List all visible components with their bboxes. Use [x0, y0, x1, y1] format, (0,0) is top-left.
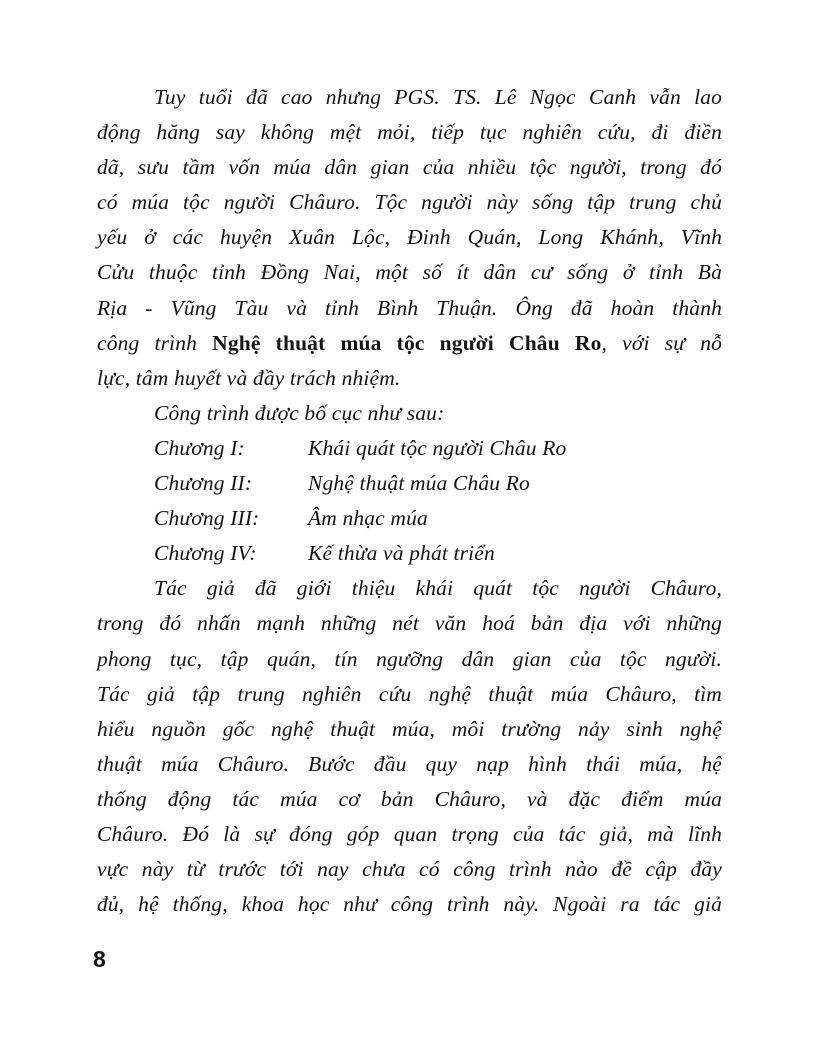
- text-line: Tuy tuổi đã cao nhưng PGS. TS. Lê Ngọc Canh vẫn lao: [154, 85, 722, 109]
- chapter-row: [97, 501, 722, 536]
- text-line: trong đó nhấn mạnh những nét văn hoá bản địa với những: [97, 611, 722, 636]
- page-number: 8: [93, 946, 106, 972]
- text-line: thuật múa Châuro. Bước đầu quy nạp hình thái múa, hệ: [97, 751, 722, 776]
- text-line: có múa tộc người Châuro. Tộc người này sống tập trung chủ: [97, 190, 722, 215]
- text-line: vực này từ trước tới nay chưa có công trình nào đề cập đầy: [97, 857, 722, 882]
- chapter-row: [97, 466, 722, 501]
- text-line: động hăng say không mệt mỏi, tiếp tục nghiên cứu, đi điền: [97, 120, 722, 145]
- text-line: Châuro. Đó là sự đóng góp quan trọng của tác giả, mà lĩnh: [97, 821, 722, 846]
- paragraph-intro: [97, 80, 722, 396]
- text-line: thống động tác múa cơ bản Châuro, và đặc điểm múa: [97, 786, 722, 811]
- text-line: Cửu thuộc tỉnh Đồng Nai, một số ít dân cư sống ở tỉnh Bà: [97, 260, 722, 285]
- text-fragment: công trình: [97, 330, 213, 355]
- chapter-row: [97, 536, 722, 571]
- chapter-label: Chương IV:: [154, 541, 257, 566]
- text-line: Tác giả đã giới thiệu khái quát tộc người Châuro,: [154, 576, 722, 601]
- chapter-title: Kế thừa và phát triển: [308, 541, 495, 566]
- chapter-list: [97, 431, 722, 571]
- chapter-title: Nghệ thuật múa Châu Ro: [308, 471, 530, 496]
- text-line: đủ, hệ thống, khoa học như công trình này. Ngoài ra tác giả: [97, 892, 722, 917]
- text-line: Tác giả tập trung nghiên cứu nghệ thuật múa Châuro, tìm: [97, 681, 722, 706]
- chapter-label: Chương II:: [154, 471, 253, 496]
- paragraph-summary: [97, 571, 722, 922]
- chapter-label: Chương III:: [154, 506, 260, 531]
- chapter-title: Âm nhạc múa: [308, 506, 428, 531]
- text-line: hiểu nguồn gốc nghệ thuật múa, môi trường nảy sinh nghệ: [97, 716, 722, 741]
- text-line: lực, tâm huyết và đầy trách nhiệm.: [97, 365, 401, 390]
- chapter-label: Chương I:: [154, 435, 245, 460]
- text-line: yếu ở các huyện Xuân Lộc, Đinh Quán, Long Khánh, Vĩnh: [97, 225, 722, 250]
- body-text: [97, 80, 722, 922]
- text-line: dã, sưu tầm vốn múa dân gian của nhiều tộc người, trong đó: [97, 155, 722, 180]
- work-title: Nghệ thuật múa tộc người Châu Ro: [212, 330, 602, 355]
- text-fragment: , với sự nỗ: [601, 330, 722, 355]
- text-line: Rịa - Vũng Tàu và tỉnh Bình Thuận. Ông đã hoàn thành: [97, 295, 722, 320]
- chapter-row: [97, 431, 722, 466]
- text-line: [97, 326, 722, 361]
- chapter-title: Khái quát tộc người Châu Ro: [308, 435, 567, 460]
- text-line: phong tục, tập quán, tín ngưỡng dân gian của tộc người.: [97, 646, 722, 671]
- structure-intro: Công trình được bố cục như sau:: [154, 400, 445, 425]
